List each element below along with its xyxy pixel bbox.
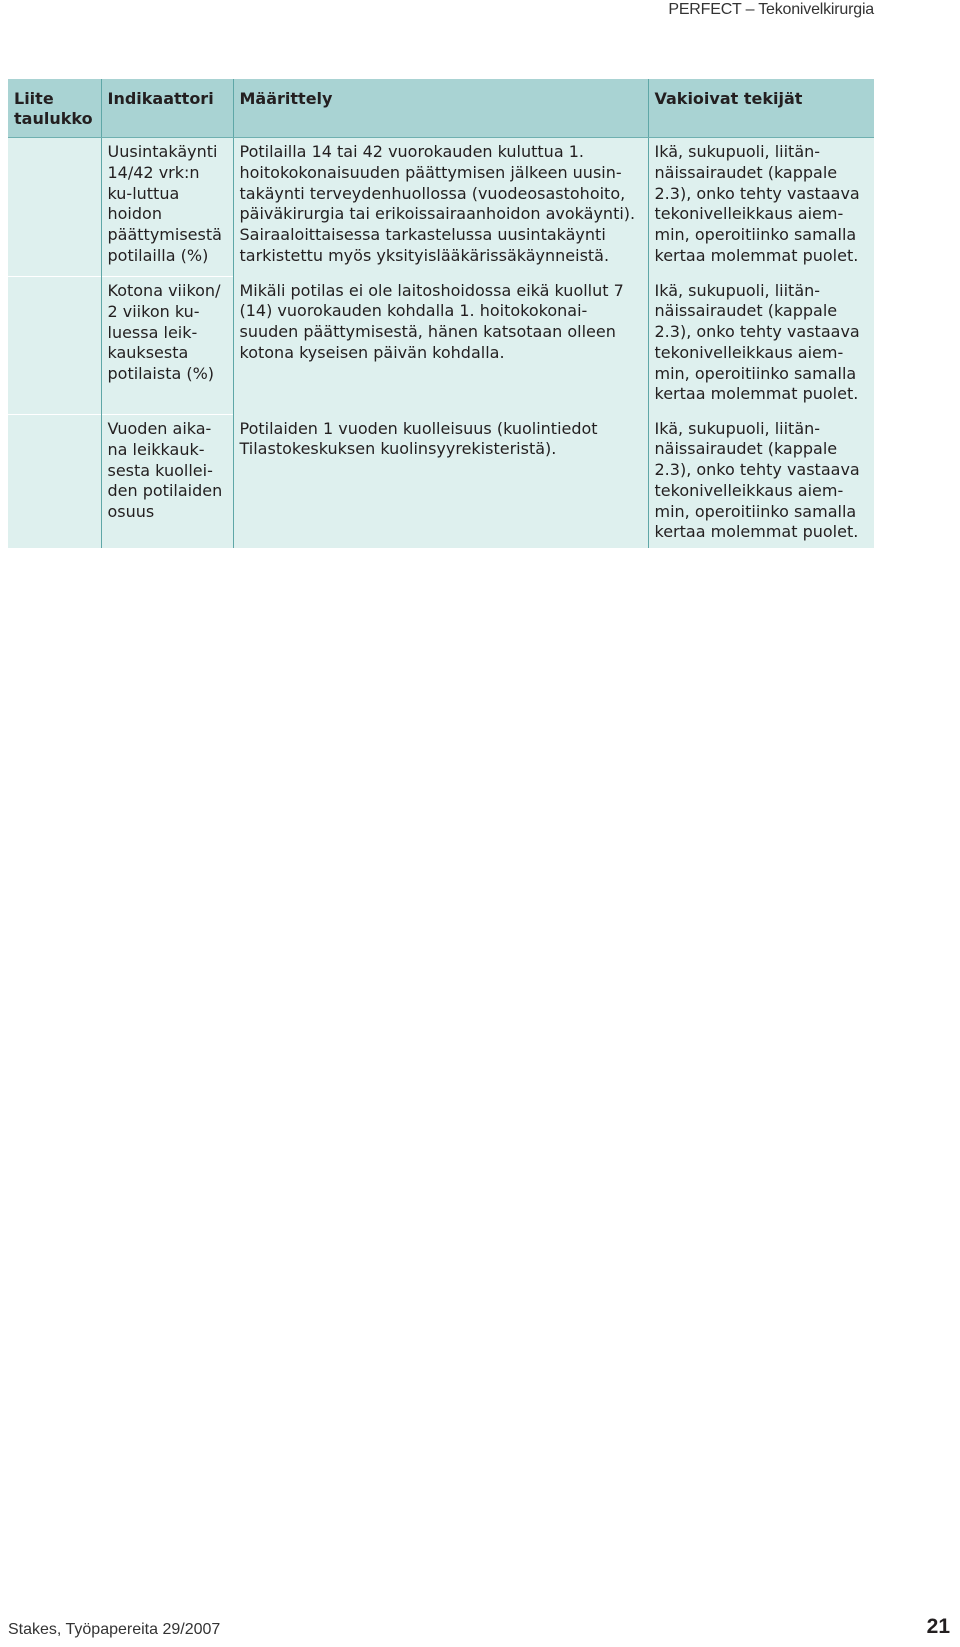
page-number: 21 [926, 1615, 950, 1638]
cell-liite [8, 277, 101, 415]
cell-vakioivat-tekijat: Ikä, sukupuoli, liitän-näissairaudet (kappale 2.3), onko tehty vastaava tekonivelleikkaus aiem-min, operoitiinko samalla kertaa molemmat puolet. [648, 277, 874, 415]
running-header: PERFECT – Tekonivelkirurgia [668, 1, 874, 18]
table-row [8, 277, 874, 415]
table-row [8, 138, 874, 277]
cell-indikaattori: Kotona viikon/ 2 viikon ku-luessa leik-kauksesta potilaista (%) [101, 277, 233, 415]
cell-liite [8, 415, 101, 549]
column-header-maarittely: Määrittely [233, 79, 648, 138]
cell-maarittely: Mikäli potilas ei ole laitoshoidossa eikä kuollut 7 (14) vuorokauden kohdalla 1. hoitokokonai-suuden päättymisestä, hänen katsotaan olleen kotona kyseisen päivän kohdalla. [233, 277, 648, 415]
cell-indikaattori: Uusintakäynti 14/42 vrk:n ku-luttua hoidon päättymisestä potilailla (%) [101, 138, 233, 277]
cell-vakioivat-tekijat: Ikä, sukupuoli, liitän-näissairaudet (kappale 2.3), onko tehty vastaava tekonivelleikkaus aiem-min, operoitiinko samalla kertaa molemmat puolet. [648, 415, 874, 549]
cell-liite [8, 138, 101, 277]
column-header-label: Liite taulukko [14, 89, 93, 128]
column-header-indikaattori: Indikaattori [101, 79, 233, 138]
cell-maarittely: Potilailla 14 tai 42 vuorokauden kuluttua 1. hoitokokonaisuuden päättymisen jälkeen uusin-takäynti terveydenhuollossa (vuodeosastohoito, päiväkirurgia tai erikoissairaanhoidon avokäynti). Sairaaloittaisessa tarkastelussa uusintakäynti tarkistettu myös yksityislääkärissäkäynneistä. [233, 138, 648, 277]
table-row [8, 415, 874, 549]
column-header-vakioivat-tekijat: Vakioivat tekijät [648, 79, 874, 138]
cell-indikaattori: Vuoden aika-na leikkauk-sesta kuollei-den potilaiden osuus [101, 415, 233, 549]
cell-vakioivat-tekijat: Ikä, sukupuoli, liitän-näissairaudet (kappale 2.3), onko tehty vastaava tekonivelleikkaus aiem-min, operoitiinko samalla kertaa molemmat puolet. [648, 138, 874, 277]
column-header-liite-taulukko [8, 79, 101, 138]
appendix-table [8, 79, 874, 548]
cell-maarittely: Potilaiden 1 vuoden kuolleisuus (kuolintiedot Tilastokeskuksen kuolinsyyrekisteristä). [233, 415, 648, 549]
running-footer: Stakes, Työpapereita 29/2007 [8, 1621, 221, 1638]
table-header-row [8, 79, 874, 138]
